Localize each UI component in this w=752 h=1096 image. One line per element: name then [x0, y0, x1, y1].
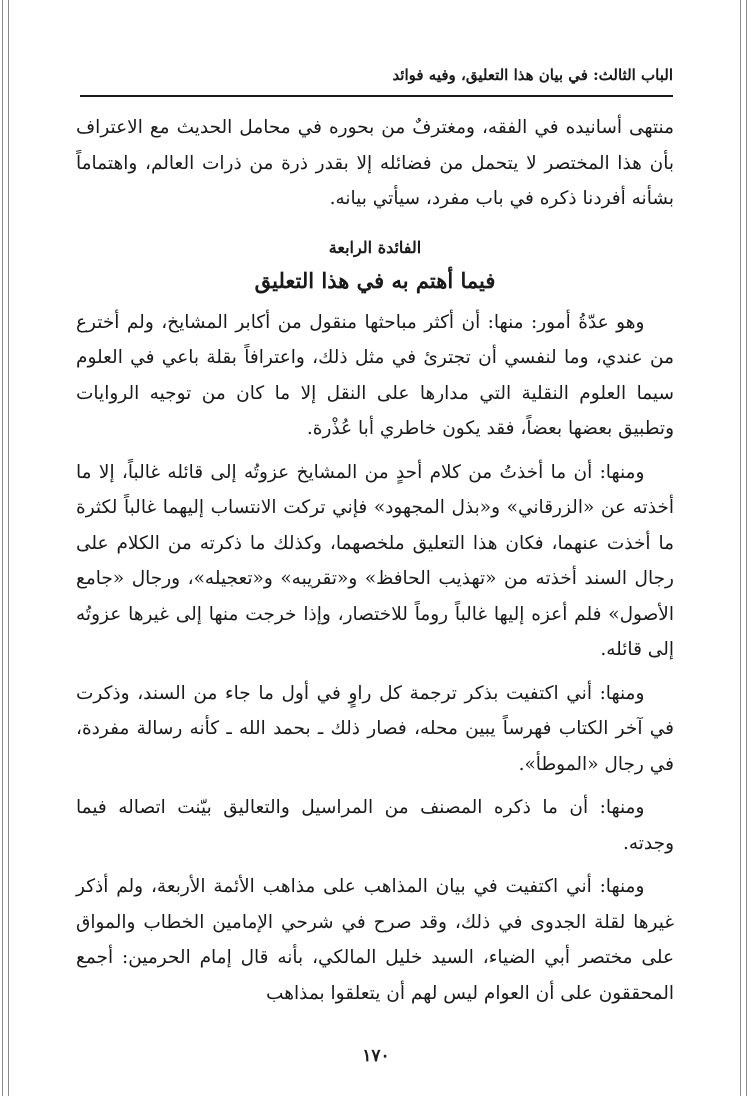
page-edge-line-left-outer	[2, 0, 3, 1096]
header-rule	[80, 95, 673, 97]
paragraph-1: وهو عدّةُ أمور: منها: أن أكثر مباحثها منقول من أكابر المشايخ، ولم أخترع من عندي، وما لنفسي أن تجترئ في مثل ذلك، واعترافاً بقلة باعي في العلوم سيما العلوم النقلية التي مدارها على النقل إلا ما كان من توجيه الروايات وتطبيق بعضها بعضاً، فقد يكون خاطري أبا عُذْرة.	[76, 311, 674, 439]
page-edge-line-right-inner	[740, 0, 741, 1096]
page-edge-line-left-inner	[8, 0, 9, 1096]
paragraph-3: ومنها: أني اكتفيت بذكر ترجمة كل راوٍ في أول ما جاء من السند، وذكرت في آخر الكتاب فهرساً يبين محله، فصار ذلك ـ بحمد الله ـ كأنه رسالة مفردة، في رجال «الموطأ».	[76, 682, 674, 775]
running-header: الباب الثالث: في بيان هذا التعليق، وفيه فوائد	[392, 66, 673, 84]
section-label: الفائدة الرابعة	[328, 237, 422, 257]
section-title: فيما أهتم به في هذا التعليق	[254, 267, 496, 293]
paragraph-4: ومنها: أن ما ذكره المصنف من المراسيل والتعاليق بيّنت اتصاله فيما وجدته.	[76, 797, 674, 854]
page-number: ١٧٠	[362, 1046, 390, 1066]
page-edge-line-right-outer	[746, 0, 747, 1096]
paragraph-5: ومنها: أني اكتفيت في بيان المذاهب على مذاهب الأئمة الأربعة، ولم أذكر غيرها لقلة الجدوى في ذلك، وقد صرح في شرحي الإمامين الخطاب والمواق على مختصر أبي الضياء، السيد خليل المالكي، بأنه قال إمام الحرمين: أجمع المحققون على أن العوام ليس لهم أن يتعلقوا بمذاهب	[76, 876, 674, 1004]
paragraph-intro: منتهى أسانيده في الفقه، ومغترفٌ من بحوره في محامل الحديث مع الاعتراف بأن هذا المختصر لا يتحمل من فضائله إلا بقدر ذرة من ذرات العالم، واهتماماً بشأنه أفردنا ذكره في باب مفرد، سيأتي بيانه.	[76, 117, 674, 209]
paragraph-2: ومنها: أن ما أخذتُ من كلام أحدٍ من المشايخ عزوتُه إلى قائله غالباً، إلا ما أخذته عن «الزرقاني» و«بذل المجهود» فإني تركت الانتساب إليهما غالباً لكثرة ما أخذت عنهما، فكان هذا التعليق ملخصهما، وكذلك ما ذكرته من الكلام على رجال السند أخذته من «تهذيب الحافظ» و«تقريبه» و«تعجيله»، ورجال «جامع الأصول» فلم أعزه إليها غالباً روماً للاختصار، وإذا خرجت منها إلى غيرها عزوتُه إلى قائله.	[76, 461, 674, 660]
main-text	[76, 110, 674, 1019]
